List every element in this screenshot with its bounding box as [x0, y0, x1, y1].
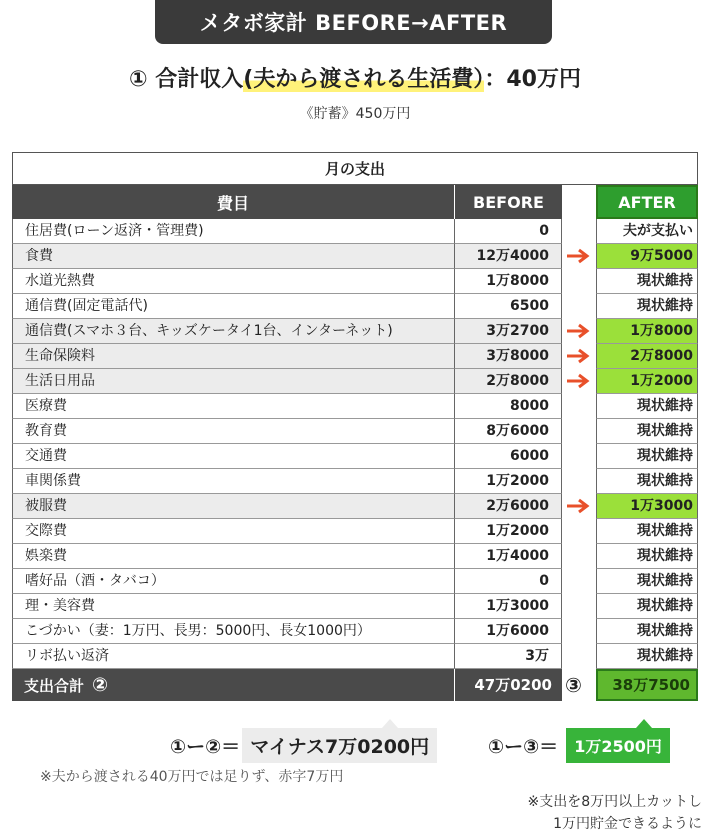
- row-item: 通信費(スマホ３台、キッズケータイ1台、インターネット): [12, 319, 454, 344]
- total-row: [12, 669, 698, 701]
- total-mark: ②: [92, 674, 109, 696]
- total-before: 47万0200: [454, 669, 562, 701]
- row-item: 理・美容費: [12, 594, 454, 619]
- table-row: [12, 519, 698, 544]
- table-row: [12, 644, 698, 669]
- row-item: こづかい（妻：1万円、長男：5000円、長女1000円）: [12, 619, 454, 644]
- total-after: 38万7500: [596, 669, 698, 701]
- formula-deficit-expr: ①ー②＝: [170, 736, 241, 758]
- table-row: [12, 319, 698, 344]
- row-before: 6000: [454, 444, 562, 469]
- row-item: 交通費: [12, 444, 454, 469]
- table-row: [12, 544, 698, 569]
- income-suffix: ：40万円: [484, 67, 581, 92]
- row-after: 夫が支払い: [596, 219, 698, 244]
- row-after: 9万5000: [596, 244, 698, 269]
- formula-surplus-expr: ①ー③＝: [488, 736, 559, 758]
- header-item: 費目: [12, 185, 454, 219]
- row-before: 2万8000: [454, 369, 562, 394]
- savings-note-line2: 1万円貯金できるように: [553, 816, 702, 832]
- table-row: [12, 619, 698, 644]
- row-after: 現状維持: [596, 519, 698, 544]
- table-body: [12, 219, 698, 701]
- row-item: 住居費(ローン返済・管理費): [12, 219, 454, 244]
- row-before: 12万4000: [454, 244, 562, 269]
- total-label: 支出合計: [24, 676, 85, 695]
- savings-note-line1: ※支出を8万円以上カットし: [527, 794, 702, 810]
- header-before: BEFORE: [454, 185, 562, 219]
- row-item: 食費: [12, 244, 454, 269]
- income-line: [0, 62, 710, 93]
- row-after: 現状維持: [596, 644, 698, 669]
- row-before: 8000: [454, 394, 562, 419]
- row-before: 1万3000: [454, 594, 562, 619]
- row-after: 1万8000: [596, 319, 698, 344]
- row-after: 現状維持: [596, 469, 698, 494]
- savings-note: [462, 791, 702, 835]
- table-title: 月の支出: [12, 152, 698, 185]
- table-row: [12, 269, 698, 294]
- table-row: [12, 369, 698, 394]
- table-row: [12, 494, 698, 519]
- header-after: AFTER: [596, 185, 698, 219]
- row-after: 現状維持: [596, 394, 698, 419]
- row-before: 1万6000: [454, 619, 562, 644]
- row-item: 被服費: [12, 494, 454, 519]
- row-after: 1万3000: [596, 494, 698, 519]
- right-arrow-icon: [565, 347, 591, 365]
- row-item: 通信費(固定電話代): [12, 294, 454, 319]
- row-before: 1万4000: [454, 544, 562, 569]
- row-before: 1万2000: [454, 469, 562, 494]
- row-item: 医療費: [12, 394, 454, 419]
- row-after: 現状維持: [596, 594, 698, 619]
- row-before: 2万6000: [454, 494, 562, 519]
- right-arrow-icon: [565, 497, 591, 515]
- income-highlight: (夫から渡される生活費）: [243, 67, 485, 92]
- row-before: 1万8000: [454, 269, 562, 294]
- row-after: 2万8000: [596, 344, 698, 369]
- right-arrow-icon: [565, 372, 591, 390]
- table-row: [12, 394, 698, 419]
- row-after: 現状維持: [596, 569, 698, 594]
- row-item: 水道光熱費: [12, 269, 454, 294]
- row-after: 現状維持: [596, 544, 698, 569]
- savings-text: 《貯蓄》450万円: [299, 106, 411, 122]
- row-after: 1万2000: [596, 369, 698, 394]
- row-item: 車関係費: [12, 469, 454, 494]
- row-after: 現状維持: [596, 444, 698, 469]
- table-row: [12, 344, 698, 369]
- row-before: 8万6000: [454, 419, 562, 444]
- table-row: [12, 294, 698, 319]
- table-row: [12, 419, 698, 444]
- table-row: [12, 219, 698, 244]
- formula-surplus: [488, 728, 670, 763]
- deficit-note: ※夫から渡される40万円では足りず、赤字7万円: [40, 769, 344, 785]
- formula-surplus-result: 1万2500円: [566, 728, 670, 763]
- row-item: 教育費: [12, 419, 454, 444]
- right-arrow-icon: [565, 322, 591, 340]
- row-before: 3万: [454, 644, 562, 669]
- row-before: 3万8000: [454, 344, 562, 369]
- total-after-mark: ③: [565, 673, 582, 697]
- row-item: 生活日用品: [12, 369, 454, 394]
- row-before: 3万2700: [454, 319, 562, 344]
- row-after: 現状維持: [596, 294, 698, 319]
- row-before: 6500: [454, 294, 562, 319]
- page-title: メタボ家計 BEFORE→AFTER: [155, 0, 552, 44]
- table-row: [12, 469, 698, 494]
- table-row: [12, 594, 698, 619]
- table-row: [12, 444, 698, 469]
- formula-deficit: [170, 728, 437, 763]
- row-after: 現状維持: [596, 619, 698, 644]
- row-before: 1万2000: [454, 519, 562, 544]
- row-item: 交際費: [12, 519, 454, 544]
- income-prefix: ① 合計収入: [129, 67, 244, 92]
- row-after: 現状維持: [596, 269, 698, 294]
- table-row: [12, 244, 698, 269]
- formula-deficit-result: マイナス7万0200円: [242, 728, 437, 763]
- row-item: 生命保険料: [12, 344, 454, 369]
- row-before: 0: [454, 569, 562, 594]
- row-item: 娯楽費: [12, 544, 454, 569]
- row-before: 0: [454, 219, 562, 244]
- row-item: リボ払い返済: [12, 644, 454, 669]
- row-after: 現状維持: [596, 419, 698, 444]
- total-label-cell: [12, 669, 454, 701]
- right-arrow-icon: [565, 247, 591, 265]
- row-item: 嗜好品（酒・タバコ）: [12, 569, 454, 594]
- table-row: [12, 569, 698, 594]
